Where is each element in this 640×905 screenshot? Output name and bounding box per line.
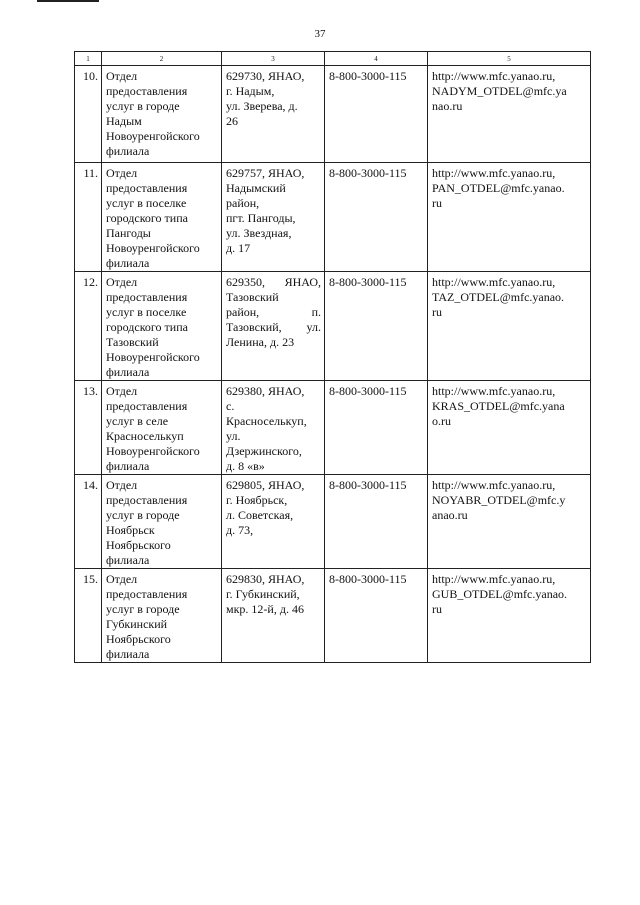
office-name-line: филиала	[106, 144, 150, 158]
page-corner-mark	[37, 0, 99, 2]
website-link[interactable]: http://www.mfc.yanao.ru,	[432, 384, 556, 398]
address-line: Надымский	[226, 181, 286, 195]
column-header: 1	[75, 52, 102, 66]
website-link[interactable]: http://www.mfc.yanao.ru,	[432, 166, 556, 180]
row-number: 11.	[75, 163, 102, 272]
office-name-line: услуг в поселке	[106, 196, 187, 210]
office-name-cell	[102, 475, 222, 569]
office-name-line: Новоуренгойского	[106, 444, 200, 458]
email-line: o.ru	[432, 414, 451, 428]
row-number: 12.	[75, 272, 102, 381]
address-line: 629730, ЯНАО,	[226, 69, 305, 83]
office-name-line: Отдел	[106, 572, 138, 586]
address-line: с.	[226, 399, 235, 413]
row-number: 13.	[75, 381, 102, 475]
email-line: ru	[432, 196, 442, 210]
address-cell	[222, 163, 325, 272]
table-row	[75, 272, 591, 381]
office-name-line: предоставления	[106, 181, 188, 195]
office-name-line: Отдел	[106, 478, 138, 492]
website-link[interactable]: http://www.mfc.yanao.ru,	[432, 478, 556, 492]
address-line: 26	[226, 114, 238, 128]
office-name-line: Ноябрьского	[106, 632, 171, 646]
address-cell	[222, 475, 325, 569]
office-name-line: Отдел	[106, 384, 138, 398]
address-line: 629805, ЯНАО,	[226, 478, 305, 492]
address-line: 629350, ЯНАО,	[226, 275, 321, 289]
office-name-line: Новоуренгойского	[106, 129, 200, 143]
email-line: ru	[432, 602, 442, 616]
address-line: ул.	[226, 429, 241, 443]
office-name-line: услуг в городе	[106, 508, 180, 522]
column-header: 4	[325, 52, 428, 66]
office-name-line: предоставления	[106, 84, 188, 98]
table-row	[75, 569, 591, 663]
phone-cell: 8-800-3000-115	[325, 272, 428, 381]
address-cell	[222, 272, 325, 381]
address-line: д. 73,	[226, 523, 254, 537]
address-line: Тазовский	[226, 290, 279, 304]
contacts-cell	[428, 381, 591, 475]
address-cell	[222, 569, 325, 663]
address-line: д. 8 «в»	[226, 459, 265, 473]
office-name-line: Губкинский	[106, 617, 168, 631]
table-header-row	[75, 52, 591, 66]
office-name-line: Надым	[106, 114, 142, 128]
office-name-line: Отдел	[106, 69, 138, 83]
address-line: г. Ноябрьск,	[226, 493, 288, 507]
office-name-line: предоставления	[106, 587, 188, 601]
address-cell	[222, 66, 325, 163]
phone-cell: 8-800-3000-115	[325, 381, 428, 475]
address-line: район,	[226, 196, 260, 210]
contacts-cell	[428, 272, 591, 381]
address-line: Красноселькуп,	[226, 414, 307, 428]
row-number: 15.	[75, 569, 102, 663]
office-name-line: Отдел	[106, 166, 138, 180]
email-line: nao.ru	[432, 99, 463, 113]
office-name-line: Отдел	[106, 275, 138, 289]
column-header: 5	[428, 52, 591, 66]
office-name-line: услуг в селе	[106, 414, 169, 428]
address-line: район, п.	[226, 305, 321, 319]
office-name-line: филиала	[106, 365, 150, 379]
row-number: 14.	[75, 475, 102, 569]
email-line: PAN_OTDEL@mfc.yanao.	[432, 181, 565, 195]
office-name-cell	[102, 66, 222, 163]
address-line: г. Губкинский,	[226, 587, 300, 601]
address-line: 629830, ЯНАО,	[226, 572, 305, 586]
page-number: 37	[314, 28, 326, 40]
offices-table	[74, 51, 591, 663]
phone-cell: 8-800-3000-115	[325, 163, 428, 272]
address-line: д. 17	[226, 241, 251, 255]
table-row	[75, 475, 591, 569]
phone-cell: 8-800-3000-115	[325, 66, 428, 163]
email-line: NOYABR_OTDEL@mfc.y	[432, 493, 566, 507]
office-name-line: филиала	[106, 647, 150, 661]
office-name-line: предоставления	[106, 399, 188, 413]
table-row	[75, 163, 591, 272]
contacts-cell	[428, 475, 591, 569]
phone-cell: 8-800-3000-115	[325, 569, 428, 663]
address-line: ул. Звездная,	[226, 226, 292, 240]
office-name-line: Красноселькуп	[106, 429, 184, 443]
office-name-line: предоставления	[106, 290, 188, 304]
office-name-line: филиала	[106, 256, 150, 270]
address-line: Дзержинского,	[226, 444, 302, 458]
email-line: NADYM_OTDEL@mfc.ya	[432, 84, 567, 98]
website-link[interactable]: http://www.mfc.yanao.ru,	[432, 572, 556, 586]
address-line: 629380, ЯНАО,	[226, 384, 305, 398]
phone-cell: 8-800-3000-115	[325, 475, 428, 569]
office-name-line: Тазовский	[106, 335, 159, 349]
table-row	[75, 66, 591, 163]
email-line: GUB_OTDEL@mfc.yanao.	[432, 587, 568, 601]
email-line: KRAS_OTDEL@mfc.yana	[432, 399, 565, 413]
office-name-line: городского типа	[106, 211, 188, 225]
column-header: 2	[102, 52, 222, 66]
office-name-line: Новоуренгойского	[106, 241, 200, 255]
office-name-line: услуг в поселке	[106, 305, 187, 319]
column-header: 3	[222, 52, 325, 66]
email-line: anao.ru	[432, 508, 468, 522]
row-number: 10.	[75, 66, 102, 163]
office-name-line: Ноябрьского	[106, 538, 171, 552]
office-name-line: Новоуренгойского	[106, 350, 200, 364]
email-line: TAZ_OTDEL@mfc.yanao.	[432, 290, 565, 304]
office-name-line: городского типа	[106, 320, 188, 334]
office-name-line: Ноябрьск	[106, 523, 155, 537]
table-row	[75, 381, 591, 475]
office-name-line: филиала	[106, 553, 150, 567]
website-link[interactable]: http://www.mfc.yanao.ru,	[432, 275, 556, 289]
website-link[interactable]: http://www.mfc.yanao.ru,	[432, 69, 556, 83]
contacts-cell	[428, 66, 591, 163]
office-name-cell	[102, 163, 222, 272]
email-line: ru	[432, 305, 442, 319]
address-line: Ленина, д. 23	[226, 335, 295, 349]
contacts-cell	[428, 569, 591, 663]
contacts-cell	[428, 163, 591, 272]
office-name-line: предоставления	[106, 493, 188, 507]
office-name-line: услуг в городе	[106, 99, 180, 113]
address-line: 629757, ЯНАО,	[226, 166, 305, 180]
address-line: г. Надым,	[226, 84, 275, 98]
address-line: мкр. 12-й, д. 46	[226, 602, 304, 616]
office-name-cell	[102, 569, 222, 663]
address-line: Тазовский, ул.	[226, 320, 321, 334]
office-name-line: Пангоды	[106, 226, 151, 240]
address-cell	[222, 381, 325, 475]
office-name-line: услуг в городе	[106, 602, 180, 616]
office-name-line: филиала	[106, 459, 150, 473]
office-name-cell	[102, 272, 222, 381]
office-name-cell	[102, 381, 222, 475]
address-line: ул. Зверева, д.	[226, 99, 298, 113]
address-line: л. Советская,	[226, 508, 294, 522]
address-line: пгт. Пангоды,	[226, 211, 296, 225]
